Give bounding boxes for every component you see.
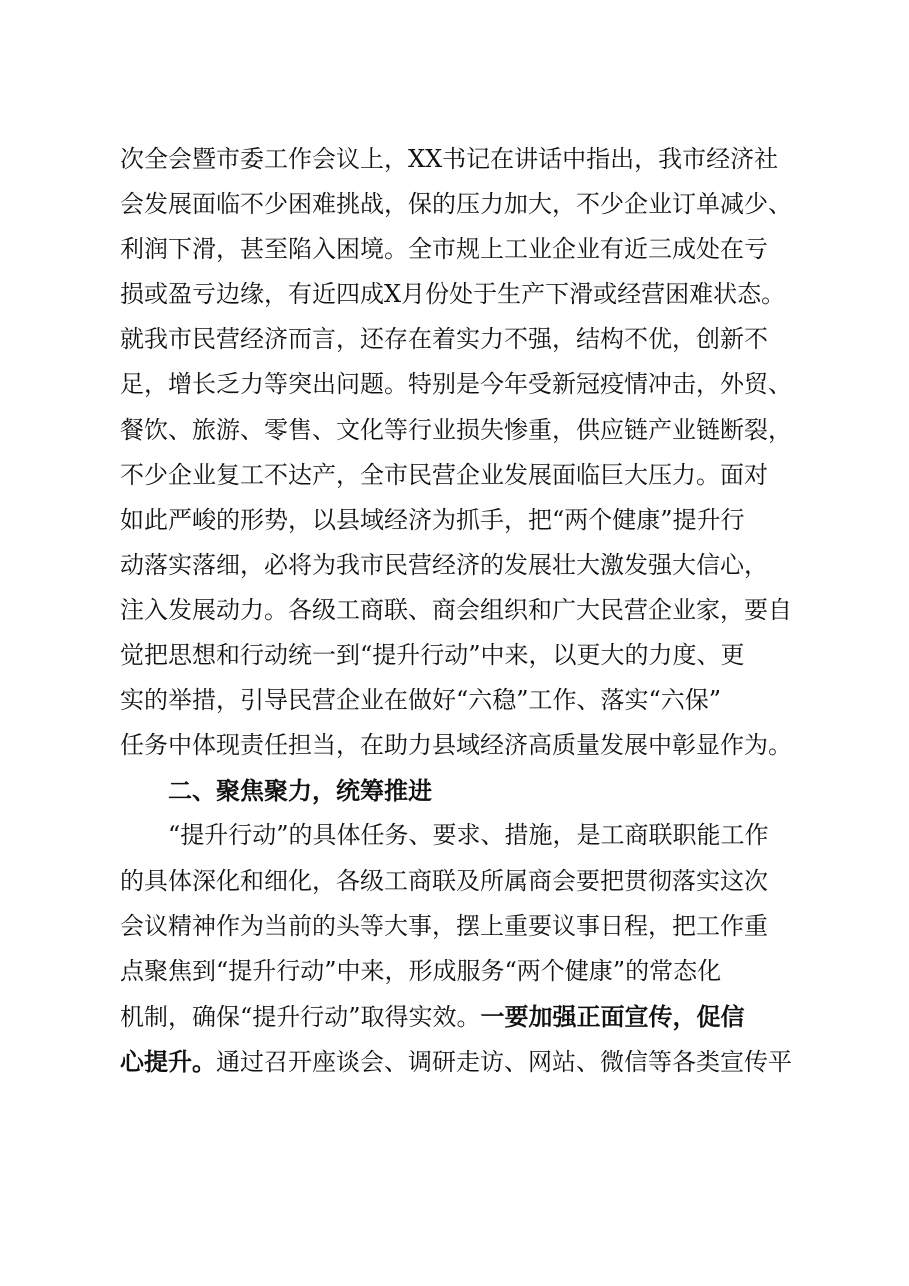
text-line: 注入发展动力。各级工商联、商会组织和广大民营企业家，要自 xyxy=(120,595,792,624)
text-line: 餐饮、旅游、零售、文化等行业损失惨重，供应链产业链断裂， xyxy=(120,415,792,444)
text-line: 任务中体现责任担当，在助力县域经济高质量发展中彰显作为。 xyxy=(120,731,792,760)
text-line: 不少企业复工不达产，全市民营企业发展面临巨大压力。面对 xyxy=(120,460,768,489)
document-body xyxy=(120,137,800,1084)
text-line: 点聚焦到“提升行动”中来，形成服务“两个健康”的常态化 xyxy=(120,956,722,985)
bold-text-span: 心提升。 xyxy=(120,1046,216,1076)
bold-text-span: 一要加强正面宣传，促信 xyxy=(480,1001,745,1031)
text-span: 通过召开座谈会、调研走访、网站、微信等各类宣传平 xyxy=(216,1047,792,1076)
text-line: 利润下滑，甚至陷入困境。全市规上工业企业有近三成处在亏 xyxy=(120,235,768,264)
text-line: 损或盈亏边缘，有近四成X月份处于生产下滑或经营困难状态。 xyxy=(120,280,786,309)
text-line: 动落实落细，必将为我市民营经济的发展壮大激发强大信心， xyxy=(120,550,768,579)
text-span: 机制，确保“提升行动”取得实效。 xyxy=(120,1002,481,1031)
text-line: 次全会暨市委工作会议上，XX书记在讲话中指出，我市经济社 xyxy=(120,145,779,173)
text-line: 会发展面临不少困难挑战，保的压力加大，不少企业订单减少、 xyxy=(120,190,792,219)
text-line: 就我市民营经济而言，还存在着实力不强，结构不优，创新不 xyxy=(120,325,768,354)
text-line: 实的举措，引导民营企业在做好“六稳”工作、落实“六保” xyxy=(120,686,722,715)
text-line: 会议精神作为当前的头等大事，摆上重要议事日程，把工作重 xyxy=(120,911,768,940)
text-line xyxy=(120,1039,800,1084)
text-line: “提升行动”的具体任务、要求、措施，是工商联职能工作 xyxy=(168,821,769,850)
text-line: 觉把思想和行动统一到“提升行动”中来，以更大的力度、更 xyxy=(120,641,745,670)
text-line xyxy=(120,994,800,1039)
text-line: 足，增长乏力等突出问题。特别是今年受新冠疫情冲击，外贸、 xyxy=(120,370,792,399)
text-line: 如此严峻的形势，以县域经济为抓手，把“两个健康”提升行 xyxy=(120,505,745,534)
section-heading: 二、聚焦聚力，统筹推进 xyxy=(168,776,432,806)
text-line: 的具体深化和细化，各级工商联及所属商会要把贯彻落实这次 xyxy=(120,866,768,895)
